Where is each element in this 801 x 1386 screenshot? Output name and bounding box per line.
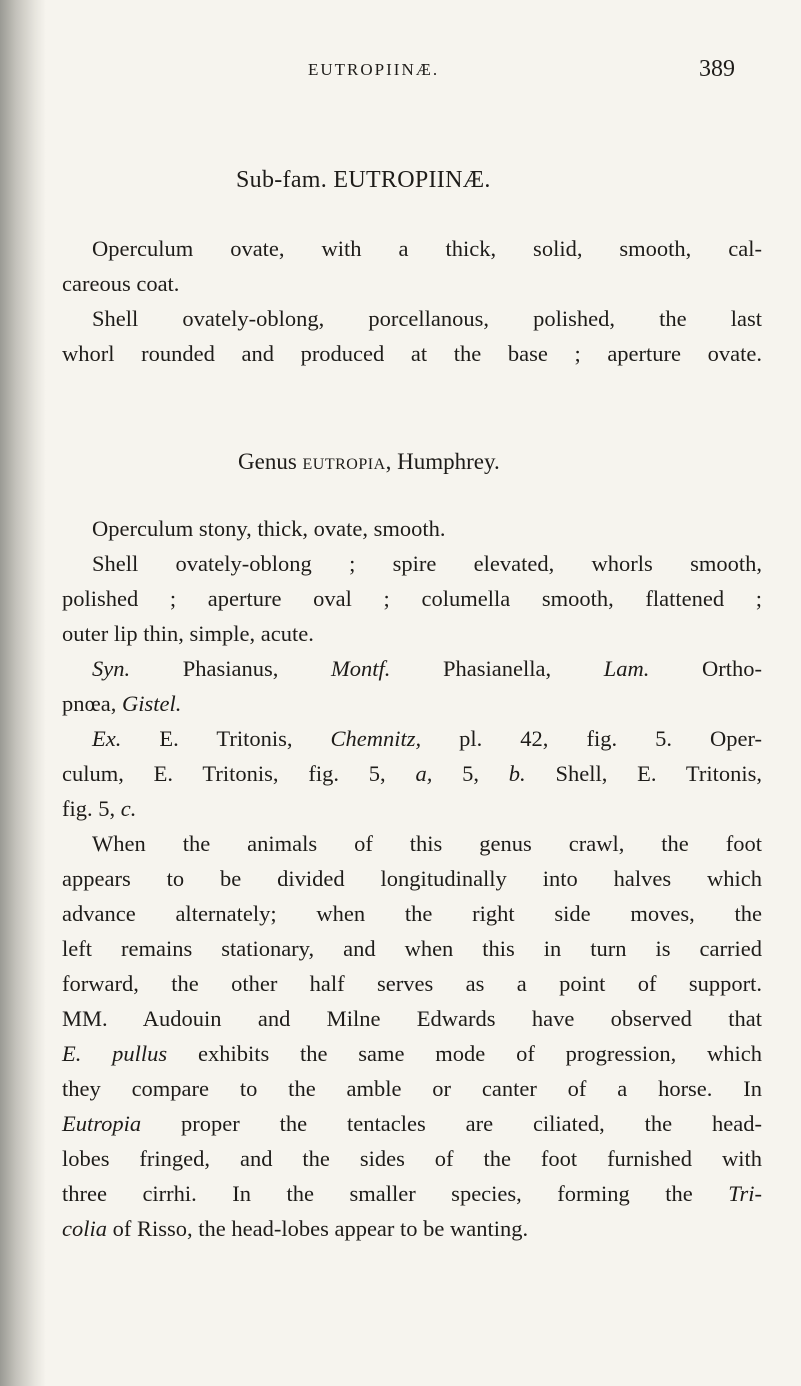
ex-text: culum, E. Tritonis, fig. 5, [62, 761, 416, 786]
body-line: they compare to the amble or canter of a horse. In [62, 1076, 762, 1101]
syn-author: Montf. [331, 656, 391, 681]
synonymy-line [62, 693, 762, 716]
subfamily-desc-line: Operculum ovate, with a thick, solid, smooth, cal- [92, 236, 762, 261]
genus-desc-line: Operculum stony, thick, ovate, smooth. [92, 516, 446, 541]
body-line [62, 1218, 762, 1241]
body-line: lobes fringed, and the sides of the foot furnished with [62, 1146, 762, 1171]
ex-text: Shell, E. Tritonis, [525, 761, 763, 786]
body-line [62, 1043, 762, 1066]
subfamily-heading [236, 167, 491, 194]
synonymy-line [92, 658, 762, 681]
body-text: of Risso, the head-lobes appear to be wanting. [107, 1216, 529, 1241]
syn-text: pnœa, [62, 691, 122, 716]
subfamily-desc-line: careous coat. [62, 271, 180, 296]
subfamily-desc-line: whorl rounded and produced at the base ; aperture ovate. [62, 341, 762, 366]
syn-text: Ortho- [649, 656, 762, 681]
genus-name-italic: colia [62, 1216, 107, 1241]
genus-desc-line: Shell ovately-oblong ; spire elevated, whorls smooth, [92, 551, 762, 576]
body-line [62, 1113, 762, 1136]
page-number: 389 [699, 56, 735, 82]
example-line [62, 763, 762, 786]
ex-text: 5, [432, 761, 509, 786]
ex-figure-letter: a, [415, 761, 433, 786]
subfamily-desc-line: Shell ovately-oblong, porcellanous, polished, the last [92, 306, 762, 331]
genus-prefix: Genus [238, 449, 303, 474]
subfamily-name: EUTROPIINÆ. [333, 167, 491, 193]
syn-text: Phasianus, [130, 656, 331, 681]
ex-text: fig. 5, [62, 796, 121, 821]
syn-label: Syn. [92, 656, 131, 681]
example-line [62, 798, 762, 821]
body-line: MM. Audouin and Milne Edwards have observed that [62, 1006, 762, 1031]
body-text: proper the tentacles are ciliated, the head- [141, 1111, 762, 1136]
body-text: three cirrhi. In the smaller species, forming the [62, 1181, 729, 1206]
syn-author: Lam. [603, 656, 650, 681]
genus-author: , Humphrey. [385, 449, 500, 474]
genus-name-italic: Eutropia [62, 1111, 142, 1136]
body-line: forward, the other half serves as a point of support. [62, 971, 762, 996]
ex-text: E. Tritonis, [121, 726, 331, 751]
example-line [92, 728, 762, 751]
genus-desc-line: outer lip thin, simple, acute. [62, 621, 314, 646]
body-line: appears to be divided longitudinally into halves which [62, 866, 762, 891]
syn-text: Phasianella, [390, 656, 604, 681]
genus-name-italic: Tri- [728, 1181, 762, 1206]
ex-author: Chemnitz, [330, 726, 422, 751]
ex-figure-letter: c. [120, 796, 137, 821]
species-name: E. pullus [62, 1041, 168, 1066]
body-line: When the animals of this genus crawl, the foot [92, 831, 762, 856]
subfamily-prefix: Sub-fam. [236, 167, 334, 193]
ex-text: pl. 42, fig. 5. Oper- [421, 726, 763, 751]
syn-author: Gistel. [122, 691, 182, 716]
ex-figure-letter: b. [508, 761, 526, 786]
body-text: exhibits the same mode of progression, which [167, 1041, 762, 1066]
body-line: left remains stationary, and when this in turn is carried [62, 936, 762, 961]
genus-heading [238, 449, 500, 475]
ex-label: Ex. [92, 726, 122, 751]
running-head: EUTROPIINÆ. [308, 60, 440, 79]
body-line: advance alternately; when the right side moves, the [62, 901, 762, 926]
body-line [62, 1183, 762, 1206]
genus-name: eutropia [302, 449, 386, 474]
genus-desc-line: polished ; aperture oval ; columella smooth, flattened ; [62, 586, 762, 611]
